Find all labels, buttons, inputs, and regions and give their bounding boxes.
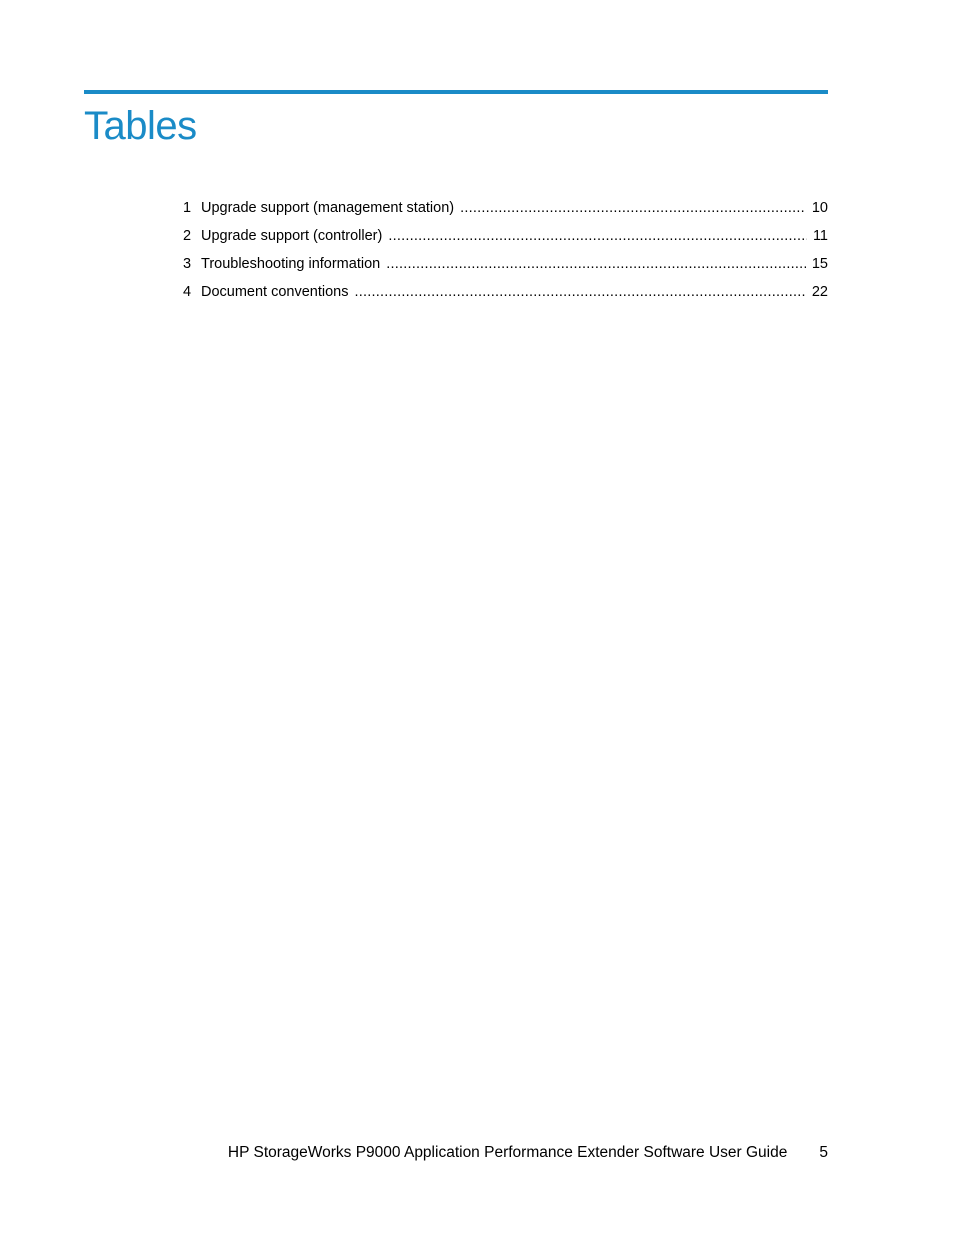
toc-entry-label: Upgrade support (management station) <box>201 200 455 216</box>
toc-entry-page: 10 <box>811 200 828 216</box>
page-footer <box>84 1142 828 1164</box>
toc-entry-page: 22 <box>811 284 828 300</box>
dot-leader <box>460 198 806 218</box>
toc-entry-3[interactable] <box>183 254 828 282</box>
toc-entry-page: 15 <box>811 256 828 272</box>
toc-entry-number: 1 <box>183 200 192 216</box>
toc-entry-2[interactable] <box>183 226 828 254</box>
toc-entry-number: 3 <box>183 256 192 272</box>
footer-page-number: 5 <box>819 1144 828 1161</box>
toc-entry-1[interactable] <box>183 198 828 226</box>
dot-leader <box>386 254 806 274</box>
page-title: Tables <box>84 104 197 148</box>
toc-entry-4[interactable] <box>183 282 828 310</box>
toc-entry-label: Troubleshooting information <box>201 256 381 272</box>
toc-entry-number: 4 <box>183 284 192 300</box>
toc-entry-label: Document conventions <box>201 284 349 300</box>
dot-leader <box>355 282 806 302</box>
header-rule <box>84 90 828 94</box>
table-list <box>183 198 828 310</box>
toc-entry-page: 11 <box>812 228 828 244</box>
footer-document-title: HP StorageWorks P9000 Application Performance Extender Software User Guide <box>227 1144 788 1161</box>
dot-leader <box>388 226 807 246</box>
toc-entry-label: Upgrade support (controller) <box>201 228 383 244</box>
toc-entry-number: 2 <box>183 228 192 244</box>
